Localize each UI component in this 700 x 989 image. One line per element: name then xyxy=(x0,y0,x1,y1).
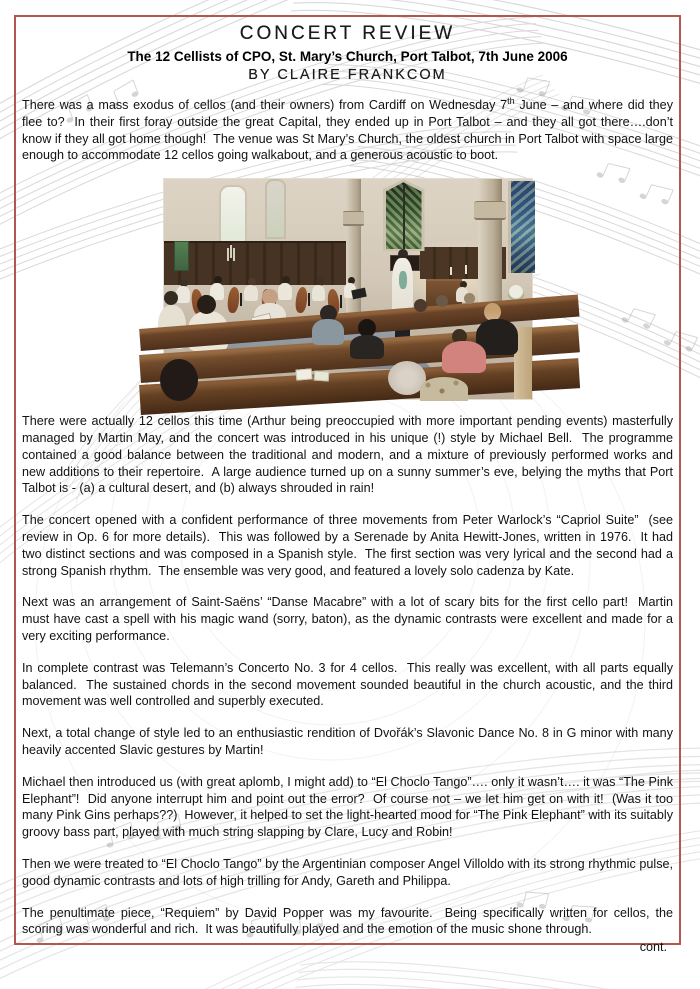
performer-shirt-design xyxy=(399,271,407,289)
concert-photo xyxy=(164,179,532,399)
cello xyxy=(226,287,240,314)
foreground-player-head xyxy=(197,295,216,314)
paragraph-intro-text: There was a mass exodus of cellos (and their owners) from Cardiff on Wednesday 7 xyxy=(22,98,508,112)
slit-window-second xyxy=(265,179,286,239)
audience-torso xyxy=(350,335,384,359)
paragraph: Michael then introduced us (with great aplomb, I might add) to “El Choclo Tango”…. only it wasn’t…. it was “The Pink Elephant”! Did anyone interrupt him and point out the error? Of course not – we let him get on with it! (Was it too many Pink Gins perhaps??) However, it helped to set the light-hearted mood for “The Pink Elephant” with its suitably groovy bass part, played with much string slapping by Clare, Lucy and Robin! xyxy=(22,774,674,840)
audience-head xyxy=(414,299,427,312)
audience-floral-shoulder xyxy=(420,377,468,401)
paragraph: The penultimate piece, “Requiem” by David Popper was my favourite. Being specifically written for cellos, the scoring was wonderful and rich. It was beautifully played and the emotion of the music shone through. xyxy=(22,905,673,937)
stained-glass-mullion xyxy=(403,185,405,249)
programme-papers xyxy=(313,371,329,382)
paragraph: Then we were treated to “El Choclo Tango” by the Argentinian composer Angel Villoldo with its strong rhythmic pulse, good dynamic contrasts and lots of high trilling for Andy, Gareth and Philippa. xyxy=(22,856,673,888)
stained-glass-right xyxy=(508,181,535,273)
music-stand xyxy=(340,295,342,308)
player-torso xyxy=(312,285,325,301)
article xyxy=(16,17,679,954)
player-torso xyxy=(244,285,258,301)
paragraph-intro-text: June – and where did they flee to? In their first foray outside the great Capital, they ended up in Port Talbot – and they all got there….don’t know if they all got home though! The venue was St Mary’s Church, the oldest church in Port Talbot with space large enough to accommodate 12 cellos going walkabout, and a generous acoustic to boot. xyxy=(22,98,673,163)
audience-head xyxy=(436,295,448,307)
pillar-capital-right xyxy=(474,201,506,220)
cello xyxy=(294,287,308,314)
music-stand-desk xyxy=(351,288,367,300)
paragraph: Next was an arrangement of Saint-Saëns’ “Danse Macabre” with a lot of scary bits for the first cello part! Martin must have cast a spell with his magic wand (sorry, baton), as the dynamic contrasts were excellent and made for a very exciting performance. xyxy=(22,595,673,643)
ordinal-superscript: th xyxy=(507,95,515,106)
foreground-player-head xyxy=(164,291,178,305)
programme-papers xyxy=(295,369,312,381)
paragraph: Next, a total change of style led to an enthusiastic rendition of Dvořák’s Slavonic Dance No. 8 in G minor with many heavily accented Slavic gestures by Martin! xyxy=(22,726,673,757)
music-stand xyxy=(308,293,310,306)
player-torso xyxy=(278,283,292,300)
player-torso xyxy=(176,286,190,303)
paragraph: There were actually 12 cellos this time (Arthur being preoccupied with more important pending events) masterfully managed by Martin May, and the concert was introduced in his unique (!) style by Michael Bell. The programme contained a good balance between the traditional and modern, and a mixture of previously performed works and new additions to their repertoire. A large audience turned up on a sunny summer’s eve, belying the myths that Port Talbot is - (a) a cultural desert, and (b) always shrouded in rain! xyxy=(22,414,673,496)
page-byline: BY CLAIRE FRANKCOM xyxy=(248,67,447,83)
music-stand xyxy=(240,293,242,306)
article-body xyxy=(22,97,673,954)
audience-torso xyxy=(312,319,344,345)
paragraph: The concert opened with a confident performance of three movements from Peter Warlock’s “Capriol Suite” (see review in Op. 6 for more details). This was followed by a Serenade by Anita Hewitt-Jones, written in 1976. It had two distinct sections and was composed in a Spanish style. The first section was very lyrical and the second had a strong Spanish rhythm. The ensemble was very good, and featured a lovely solo cadenza by Kate. xyxy=(22,513,673,578)
audience-head-front-left xyxy=(160,359,198,401)
continuation-label: cont. xyxy=(639,940,667,955)
pillar-capital-left xyxy=(343,211,364,226)
audience-pink-shirt xyxy=(442,341,486,373)
green-banner xyxy=(174,241,189,271)
page-subtitle: The 12 Cellists of CPO, St. Mary’s Church, Port Talbot, 7th June 2006 xyxy=(127,49,568,64)
audience-head xyxy=(464,293,475,304)
page-border-frame xyxy=(14,15,681,955)
paragraph: In complete contrast was Telemann’s Concerto No. 3 for 4 cellos. This really was excellent, with all parts equally balanced. The sustained chords in the second movement sounded beautiful in the church acoustic, and the third movement was well controlled and superbly executed. xyxy=(22,660,673,709)
page-title: CONCERT REVIEW xyxy=(239,23,456,44)
crucifix-icon xyxy=(230,245,232,258)
paragraph-intro xyxy=(22,97,673,164)
